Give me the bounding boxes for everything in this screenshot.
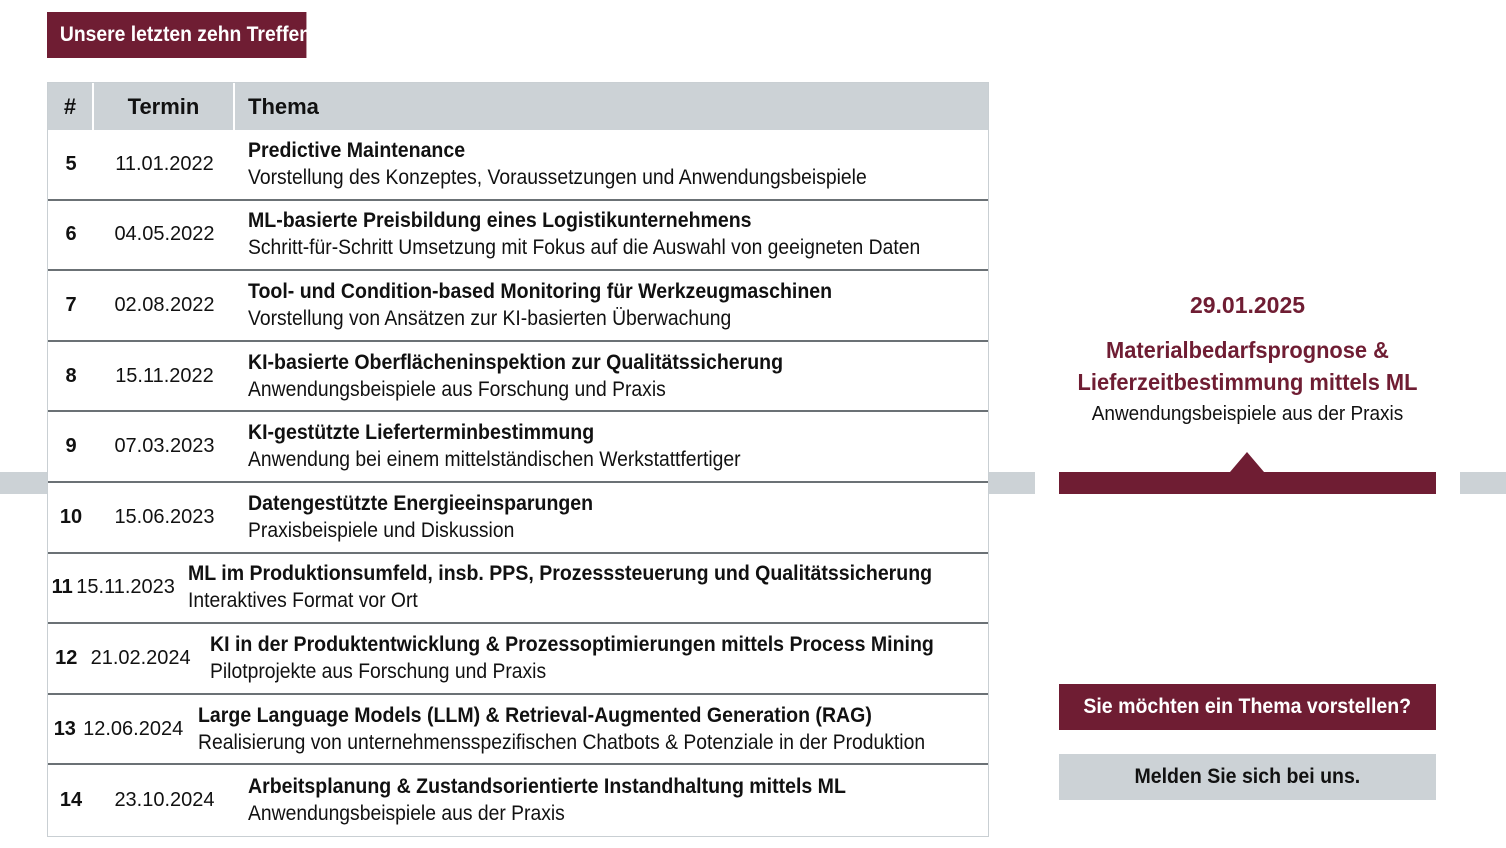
row-topic [235,483,988,552]
table-header [48,83,988,130]
table-row [48,412,988,483]
meetings-table [47,82,989,837]
contact-us-label: Melden Sie sich bei uns. [1134,765,1361,788]
row-date: 21.02.2024 [90,646,191,669]
row-number: 9 [65,435,77,458]
row-topic-title: Predictive Maintenance [248,138,466,162]
next-meeting-title [1068,334,1426,398]
row-number: 8 [65,364,77,387]
row-date: 11.01.2022 [115,152,214,175]
table-row [48,624,988,695]
row-topic-subtitle: Anwendung bei einem mittelständischen Werkstattfertiger [248,448,741,472]
timeline-bar-right [1460,472,1506,494]
row-topic-title: Arbeitsplanung & Zustandsorientierte Instandhaltung mittels ML [248,775,846,799]
row-topic-subtitle: Schritt-für-Schritt Umsetzung mit Fokus auf die Auswahl von geeigneten Daten [248,236,921,260]
row-topic-title: Datengestützte Energieeinsparungen [248,491,594,515]
contact-us-button[interactable] [1059,754,1436,800]
next-meeting [1059,286,1436,430]
row-topic [185,695,988,764]
row-date: 15.11.2022 [115,364,214,387]
row-topic-subtitle: Interaktives Format vor Ort [187,589,418,613]
row-number: 6 [65,223,77,246]
present-topic-label: Sie möchten ein Thema vorstellen? [1083,695,1412,718]
row-number: 11 [51,576,73,599]
table-row [48,765,988,836]
next-meeting-date: 29.01.2025 [1189,292,1306,318]
table-row [48,554,988,625]
header-number: # [48,83,94,130]
row-topic [175,554,988,623]
row-topic [235,271,988,340]
row-topic-subtitle: Pilotprojekte aus Forschung und Praxis [209,659,546,683]
row-topic-title: KI-gestützte Lieferterminbestimmung [248,421,595,445]
row-date: 07.03.2023 [114,435,215,458]
row-topic-subtitle: Realisierung von unternehmensspezifischen Chatbots & Potenziale in der Produktion [197,730,925,754]
timeline-marker-tip [1230,452,1264,472]
next-meeting-title-line2: Lieferzeitbestimmung mittels ML [1077,369,1418,395]
row-topic-title: Tool- und Condition-based Monitoring für Werkzeugmaschinen [248,279,833,303]
row-topic-subtitle: Anwendungsbeispiele aus Forschung und Praxis [248,377,666,401]
row-topic-title: KI in der Produktentwicklung & Prozessoptimierungen mittels Process Mining [209,632,934,656]
row-number: 14 [59,789,83,812]
row-date: 15.11.2023 [76,576,175,599]
row-topic-title: ML im Produktionsumfeld, insb. PPS, Prozesssteuerung und Qualitätssicherung [187,562,932,586]
table-row [48,483,988,554]
row-topic-title: ML-basierte Preisbildung eines Logistikunternehmens [248,209,752,233]
row-date: 04.05.2022 [114,223,215,246]
row-topic-subtitle: Vorstellung des Konzeptes, Voraussetzungen und Anwendungsbeispiele [248,165,867,189]
timeline-bar-middle [988,472,1035,494]
row-date: 15.06.2023 [114,505,215,528]
row-topic-title: KI-basierte Oberflächeninspektion zur Qualitätssicherung [248,350,784,374]
row-topic [197,624,988,693]
table-body [48,130,988,836]
row-number: 5 [65,152,77,175]
row-topic [235,201,988,270]
row-topic-title: Large Language Models (LLM) & Retrieval-Augmented Generation (RAG) [197,703,872,727]
row-topic-subtitle: Vorstellung von Ansätzen zur KI-basierten Überwachung [248,306,732,330]
timeline-marker [1059,472,1436,494]
next-meeting-title-line1: Materialbedarfsprognose & [1106,337,1389,363]
table-row [48,342,988,413]
row-number: 13 [53,717,76,740]
row-number: 10 [59,505,83,528]
row-topic [235,412,988,481]
row-topic-subtitle: Anwendungsbeispiele aus der Praxis [248,802,565,826]
timeline-bar-left [0,472,48,494]
row-topic-subtitle: Praxisbeispiele und Diskussion [248,518,515,542]
row-number: 12 [55,646,78,669]
present-topic-button[interactable] [1059,684,1436,730]
row-date: 23.10.2024 [114,789,215,812]
row-topic [235,130,988,199]
row-topic [235,342,988,411]
next-meeting-subtitle: Anwendungsbeispiele aus der Praxis [1091,403,1404,425]
header-date: Termin [94,83,235,130]
row-topic [235,765,988,836]
row-number: 7 [65,293,77,316]
row-date: 02.08.2022 [114,293,215,316]
table-row [48,130,988,201]
table-row [48,271,988,342]
table-row [48,695,988,766]
header-topic: Thema [248,93,319,119]
section-title: Unsere letzten zehn Treffen: [47,12,306,58]
row-date: 12.06.2024 [83,717,184,740]
table-row [48,201,988,272]
